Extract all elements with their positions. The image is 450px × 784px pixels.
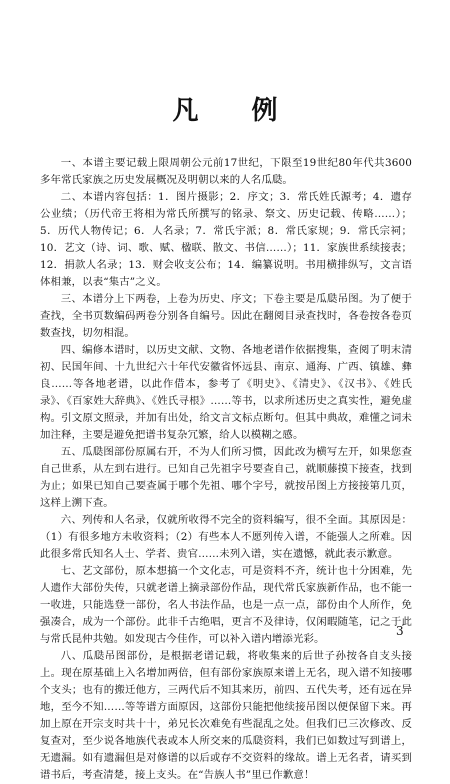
paragraph-6: 六、列传和人名录，仅就所收得不完全的资料编写，很不全面。其原因是：（1）有很多地方未收资料；（2）有些本人不愿列传入谱，不能强人之所难。因此很多常氏知名人士、学者、贵官……未列入谱，实在遗憾，就此表示歉意。 <box>40 514 412 560</box>
page-title: 凡 例 <box>172 96 300 126</box>
paragraph-3: 三、本谱分上下两卷，上卷为历史、序文；下卷主要是瓜瓞吊图。为了便于查找，全书页数编码两卷分别各自编号。因此在翻阅目录查找时，各卷按各卷页数查找，切勿相混。 <box>40 293 412 339</box>
paragraph-4: 四、编修本谱时，以历史文献、文物、各地老谱作依据搜集，查阅了明末清初、民国年间、十九世纪六十年代安徽省怀远县、南京、通海、广西、镇雄、彝良……等各地老谱，以此作借本，参考了《明史》、《清史》、《汉书》、《姓氏录》、《百家姓大辞典》、《姓氏寻根》……等书，以求所述历史之真实性，避免虚构。引文原文照录，并加有出处，给文言文标点断句。但其中典故，难懂之词未加注释，主要是避免把谱书复杂冗繁，给人以模糊之感。 <box>40 344 412 441</box>
paragraph-8: 八、瓜瓞吊图部份，是根据老谱记载，将收集来的后世子孙按各自支头接上。现在原基础上入名增加两倍，但有部份家族原来谱上无名，现入谱不知接哪个支头；也有的搬迁他方，三两代后不知其来历，前四、五代失考，还有远在异地，至今不知……等等谱方面原因，这部份只能把他续接吊图以便保留下来。再加上原在开宗支时共十十，弟兄长次难免有些混乱之处。但我们已三次修改、反复查对，至少说各地族代表或本人所交来的瓜瓞资料，我们已如数过写到谱上，无遗漏。如有遗漏但是对修谱的以后或存不交资料的缘故。谱上无名者，请买到谱书后，考查清楚，接上支头。在“告族人书”里已作歉意！ <box>40 650 412 781</box>
paragraph-5: 五、瓜瓞图部份原属右开，不为人们所习惯，因此改为横写左开，如果您查自己世系，从左到右进行。已知自己先祖字号要查自己，就顺藤摸下接查，找到为止；如果已知自己要查属于哪个先祖、哪个字号，就按吊图上方接接第几页，这样上溯下查。 <box>40 446 412 509</box>
paragraph-2: 二、本谱内容包括：1．图片摄影；2．序文；3．常氏姓氏源考；4．遗存公业绩；（历代帝王将相为常氏所撰写的铭录、祭文、历史记载、传略……）；5．历代人物传记；6．人名录；7．常氏宇派；8．常氏家规；9．常氏宗祠；10．艺文（诗、词、歌、赋、楹联、散文、书信……）；11．家族世系续接表；12．捐款人名录；13．财会收支公布；14．编纂说明。书用横排纵写，文言语体相兼，以表“集古”之义。 <box>40 191 412 288</box>
body-text <box>40 155 412 784</box>
paragraph-7: 七、艺文部份，原本想搞一个文化志，可是资料不齐，统计也十分困难，先人遗作大部份失传，只就老谱上摘录部份作品，现代常氏家族新作品，也不能一一收进，只能选登一部份，名人书法作品，也是一点一点，部份由个人所作，免强凑合，成为一个部份。此非千古绝唱，更言不及律诗，仅闲暇随笔，记之于此与常氏昆仲共勉。如发现古今佳作，可以补入谱内增添光彩。 <box>40 565 412 645</box>
page-number: 3 <box>396 624 404 638</box>
paragraph-1: 一、本谱主要记载上限周朝公元前17世纪，下限至19世纪80年代共3600多年常氏家族之历史发展概况及明朝以来的人名瓜瓞。 <box>40 157 412 186</box>
